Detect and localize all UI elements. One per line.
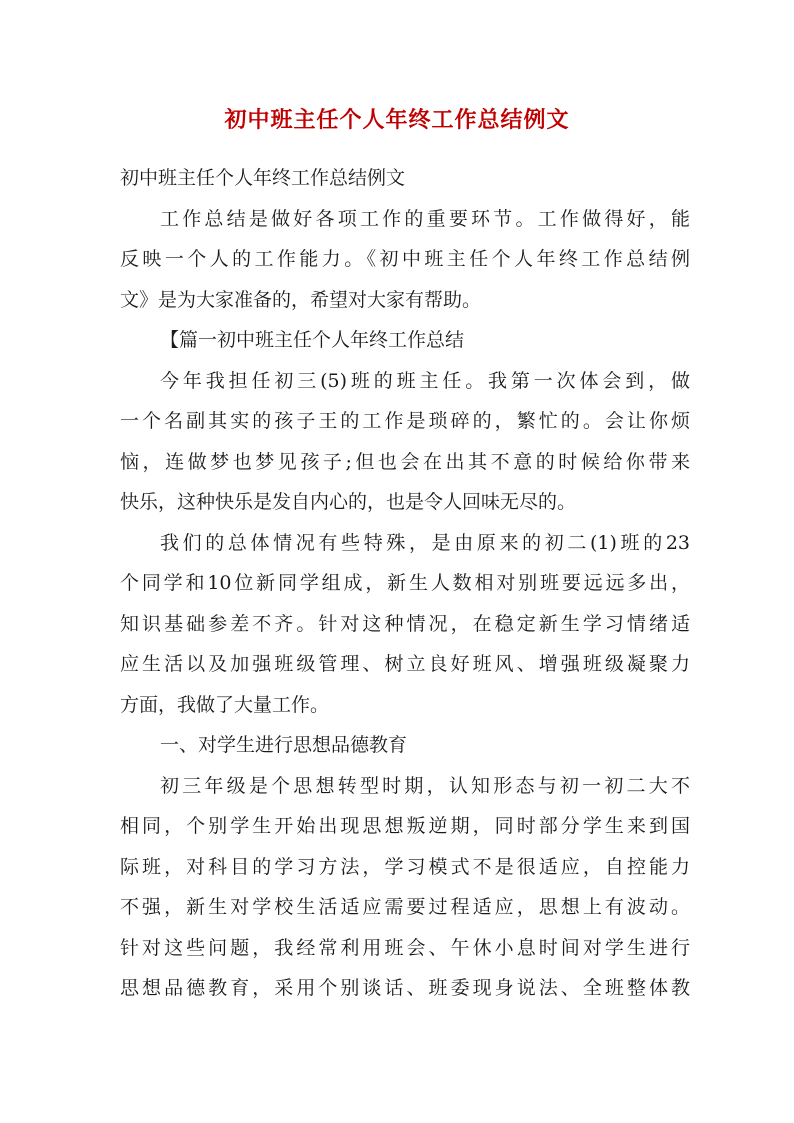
paragraph-line: 知识基础参差不齐。针对这种情况，在稳定新生学习情绪适: [120, 612, 690, 635]
paragraph-line: 反映一个人的工作能力。《初中班主任个人年终工作总结例: [120, 248, 690, 270]
paragraph-line: 针对这些问题，我经常利用班会、午休小息时间对学生进行: [120, 936, 690, 959]
paragraph-line: 工作总结是做好各项工作的重要环节。工作做得好，能: [160, 207, 690, 230]
paragraph-line: 我们的总体情况有些特殊，是由原来的初二(1)班的23: [160, 531, 690, 554]
paragraph-line: 一个名副其实的孩子王的工作是琐碎的，繁忙的。会让你烦: [120, 410, 690, 432]
section-heading: 【篇一初中班主任个人年终工作总结: [160, 329, 465, 351]
paragraph-line: 恼，连做梦也梦见孩子;但也会在出其不意的时候给你带来: [120, 450, 690, 473]
paragraph-line: 初三年级是个思想转型时期，认知形态与初一初二大不: [160, 774, 690, 797]
section-heading: 一、对学生进行思想品德教育: [160, 734, 408, 756]
paragraph-line: 快乐，这种快乐是发自内心的，也是令人回味无尽的。: [120, 491, 577, 513]
paragraph-line: 相同，个别学生开始出现思想叛逆期，同时部分学生来到国: [120, 815, 690, 837]
paragraph-line: 不强，新生对学校生活适应需要过程适应，思想上有波动。: [120, 896, 690, 918]
document-body: [120, 158, 690, 1009]
paragraph-line: 际班，对科目的学习方法，学习模式不是很适应，自控能力: [120, 855, 690, 878]
subtitle-line: 初中班主任个人年终工作总结例文: [120, 167, 406, 189]
paragraph-line: 今年我担任初三(5)班的班主任。我第一次体会到，做: [160, 369, 690, 392]
paragraph-line: 文》是为大家准备的，希望对大家有帮助。: [120, 288, 482, 311]
paragraph-line: 方面，我做了大量工作。: [120, 693, 330, 716]
paragraph-line: 思想品德教育，采用个别谈话、班委现身说法、全班整体教: [120, 977, 690, 999]
paragraph-line: 应生活以及加强班级管理、树立良好班风、增强班级凝聚力: [120, 653, 690, 675]
document-title: 初中班主任个人年终工作总结例文: [224, 107, 570, 133]
paragraph-line: 个同学和10位新同学组成，新生人数相对别班要远远多出，: [120, 572, 690, 594]
